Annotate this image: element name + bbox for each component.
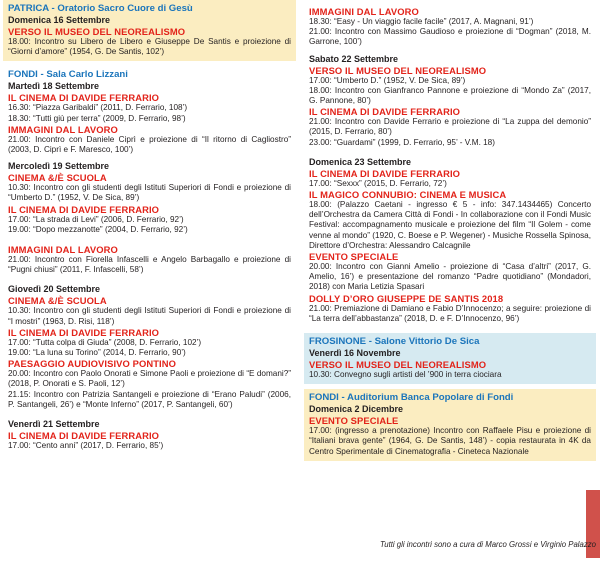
venue-city: PATRICA — [8, 3, 49, 14]
section-title: EVENTO SPECIALE — [309, 251, 399, 263]
event-item: 10.30: Convegno sugli artisti del ’900 in terra ciociara — [309, 370, 502, 380]
section-title: CINEMA &/È SCUOLA — [8, 295, 107, 307]
event-item: 17.00: “Tutta colpa di Giuda” (2008, D. Ferrario, 102’) — [8, 337, 202, 347]
event-item: 21.00: Premiazione di Damiano e Fabio D’Innocenzo; a seguire: proiezione di “La terra dell’abbastanza” (2018, D. e F. D’Innocenzo, 96’) — [309, 303, 591, 323]
venue-city: FONDI — [8, 69, 38, 81]
event-item: 17.00: “Cento anni” (2017, D. Ferrario, 85’) — [8, 441, 164, 451]
section-title: CINEMA &/È SCUOLA — [8, 172, 107, 184]
venue-place: - Oratorio Sacro Cuore di Gesù — [48, 3, 193, 14]
section-title: IL CINEMA DI DAVIDE FERRARIO — [309, 167, 461, 179]
venue-box-frosinone — [304, 333, 596, 384]
event-item: 17.00: “La strada di Levi” (2006, D. Ferrario, 92’) — [8, 214, 184, 224]
venue-place: - Sala Carlo Lizzani — [37, 69, 128, 81]
section-title: IMMAGINI DAL LAVORO — [8, 244, 118, 256]
section-title: IL CINEMA DI DAVIDE FERRARIO — [8, 203, 160, 215]
event-item: 21.00: Incontro con Massimo Gaudioso e proiezione di “Dogman” (2018, M. Garrone, 100’) — [309, 27, 591, 47]
right-column — [304, 0, 596, 466]
event-item: 19.00: “Dopo mezzanotte” (2004, D. Ferrario, 92’) — [8, 224, 188, 234]
event-date: Martedì 18 Settembre — [8, 81, 100, 92]
event-item: 17.00: (ingresso a prenotazione) Incontro con Raffaele Pisu e proiezione di “Italiani brava gente” (1964, G. De Santis, 148’) - copia restaurata in 4K da Centro Sperimentale di Cinematografia - Cineteca Nazionale — [309, 426, 591, 456]
venue-place: - Salone Vittorio De Sica — [366, 336, 480, 348]
event-item: 17.00: “Umberto D.” (1952, V. De Sica, 89’) — [309, 75, 466, 85]
event-date: Mercoledì 19 Settembre — [8, 161, 110, 172]
section-title: IMMAGINI DAL LAVORO — [8, 123, 118, 135]
event-date: Sabato 22 Settembre — [309, 53, 399, 64]
event-item: 18.30: “Tutti giù per terra” (2009, D. Ferrario, 98’) — [8, 113, 186, 123]
section-title: IL CINEMA DI DAVIDE FERRARIO — [8, 92, 160, 104]
venue-title — [8, 69, 291, 81]
event-item: 21.00: Incontro con Davide Ferrario e proiezione di “La zuppa del demonio” (2015, D. Ferrario, 80’) — [309, 117, 591, 137]
section-title: VERSO IL MUSEO DEL NEOREALISMO — [309, 359, 487, 371]
event-item: 18.30: “Easy - Un viaggio facile facile” (2017, A. Magnani, 91’) — [309, 17, 534, 26]
section-title: DOLLY D’ORO GIUSEPPE DE SANTIS 2018 — [309, 292, 504, 304]
section-title: IMMAGINI DAL LAVORO — [309, 6, 419, 17]
event-item: 19.00: “La luna su Torino” (2014, D. Ferrario, 90’) — [8, 348, 186, 358]
fondi-continued — [304, 0, 596, 328]
section-title: VERSO IL MUSEO DEL NEOREALISMO — [8, 26, 186, 37]
footer-credits: Tutti gli incontri sono a cura di Marco Grossi e Virginio Palazzo — [380, 540, 596, 549]
section-title: PAESAGGIO AUDIOVISIVO PONTINO — [8, 358, 177, 370]
venue-city: FONDI — [309, 392, 339, 404]
event-item: 21.15: Incontro con Patrizia Santangeli e proiezione di “Erano Paludi” (2006, P. Santangeli, 26’) e “Monte Inferno” (2017, P. Santangeli, 60’) — [8, 389, 291, 409]
event-date: Venerdì 21 Settembre — [8, 419, 100, 430]
event-date: Domenica 2 Dicembre — [309, 404, 404, 415]
event-item: 17.00: “Sexxx” (2015, D. Ferrario, 72’) — [309, 178, 447, 188]
event-item: 20.00: Incontro con Paolo Onorati e Simone Paoli e proiezione di “E domani?” (2018, P. Onorati e S. Paoli, 12’) — [8, 369, 291, 389]
venue-box-patrica — [3, 0, 296, 61]
event-item: 18.00: Incontro con Gianfranco Pannone e proiezione di “Mondo Za” (2017, G. Pannone, 80’) — [309, 85, 591, 106]
event-date: Domenica 16 Settembre — [8, 15, 111, 25]
event-date: Giovedì 20 Settembre — [8, 284, 101, 295]
event-item: 21.00: Incontro con Daniele Ciprì e proiezione di “Il ritorno di Cagliostro” (2003, D. Ciprì e F. Maresco, 100’) — [8, 134, 291, 155]
left-column — [3, 0, 296, 460]
event-item: 10.30: Incontro con gli studenti degli Istituti Superiori di Fondi e proiezione di “I mostri” (1963, D. Risi, 118’) — [8, 306, 291, 326]
venue-title — [309, 336, 591, 348]
venue-title — [309, 392, 591, 404]
venue-place: - Auditorium Banca Popolare di Fondi — [338, 392, 514, 404]
event-item: 16.30: “Piazza Garibaldi” (2011, D. Ferrario, 108’) — [8, 103, 188, 113]
section-title: VERSO IL MUSEO DEL NEOREALISMO — [309, 64, 487, 76]
event-item: 21.00: Incontro con Fiorella Infascelli e Angelo Barbagallo e proiezione di “Pugni chiusi” (2011, F. Infascelli, 58’) — [8, 255, 291, 275]
section-title: IL MAGICO CONNUBIO: CINEMA E MUSICA — [309, 189, 507, 201]
venue-city: FROSINONE — [309, 336, 367, 348]
venue-title — [8, 3, 291, 15]
event-item: 10.30: Incontro con gli studenti degli Istituti Superiori di Fondi e proiezione di “Umberto D.” (1952, V. De Sica, 89’) — [8, 183, 291, 203]
venue-box-fondi-auditorium — [304, 389, 596, 461]
venue-box-fondi — [3, 66, 296, 455]
section-title: IL CINEMA DI DAVIDE FERRARIO — [8, 430, 160, 442]
event-date: Domenica 23 Settembre — [309, 156, 412, 167]
event-item: 23.00: “Guardami” (1999, D. Ferrario, 95’ - V.M. 18) — [309, 137, 495, 147]
section-title: IL CINEMA DI DAVIDE FERRARIO — [8, 326, 160, 338]
event-item: 18.00: Incontro su Libero de Libero e Giuseppe De Santis e proiezione di “Giorni d’amore” (1954, G. De Santis, 102’) — [8, 37, 291, 57]
section-title: IL CINEMA DI DAVIDE FERRARIO — [309, 106, 461, 118]
event-item: 20.00: Incontro con Gianni Amelio - proiezione di “Casa d’altri” (2017, G. Amelio, 16’) e presentazione del romanzo “Padre quotidiano” (Mondadori, 2018) con Maria Letizia Spasari — [309, 262, 591, 292]
section-title: EVENTO SPECIALE — [309, 415, 399, 427]
event-date: Venerdì 16 Novembre — [309, 348, 401, 359]
event-item: 18.00: (Palazzo Caetani - ingresso € 5 - info: 347.1434465) Concerto dell’Orchestra da Camera Città di Fondi - In collaborazione con il Fondi Music Festival: accompagnamento musicale e proiezione del film “Il Golem - come venne al mondo” (1920, C. Boese e P. Wegener) - Musiche Rossella Spinosa, Direttore d’Orchestra: Alessandro Calcagnile — [309, 200, 591, 250]
